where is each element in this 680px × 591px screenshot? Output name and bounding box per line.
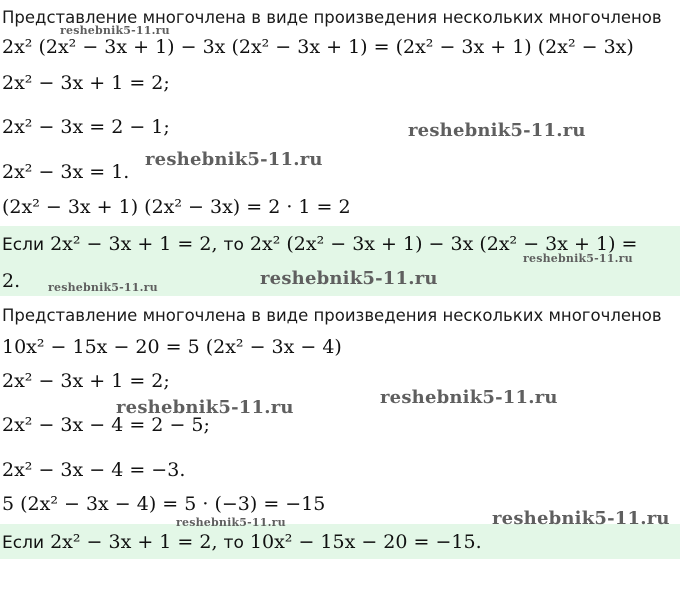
answer-prefix: Если [2, 235, 45, 255]
watermark: reshebnik5-11.ru [260, 268, 438, 289]
section-2-line-3: 2x² − 3x − 4 = 2 − 5; [2, 414, 210, 436]
section-2-line-5: 5 (2x² − 3x − 4) = 5 · (−3) = −15 [2, 493, 326, 515]
section-1-line-3: 2x² − 3x = 2 − 1; [2, 116, 170, 138]
watermark: reshebnik5-11.ru [48, 281, 158, 294]
watermark: reshebnik5-11.ru [60, 24, 170, 37]
answer-prefix: Если [2, 533, 45, 553]
section-1-line-5: (2x² − 3x + 1) (2x² − 3x) = 2 · 1 = 2 [2, 196, 351, 218]
answer-connector: то [223, 235, 244, 255]
answer-connector: то [223, 533, 244, 553]
section-1-line-4: 2x² − 3x = 1. [2, 161, 130, 183]
section-2-line-4: 2x² − 3x − 4 = −3. [2, 459, 186, 481]
watermark: reshebnik5-11.ru [523, 252, 633, 265]
section-2-line-2: 2x² − 3x + 1 = 2; [2, 370, 170, 392]
watermark: reshebnik5-11.ru [116, 397, 294, 418]
section-1-line-2: 2x² − 3x + 1 = 2; [2, 72, 170, 94]
section-1-line-1: 2x² (2x² − 3x + 1) − 3x (2x² − 3x + 1) = (2x² − 3x + 1) (2x² − 3x) [2, 36, 634, 58]
answer-condition: 2x² − 3x + 1 = 2, [50, 233, 218, 255]
watermark: reshebnik5-11.ru [176, 516, 286, 529]
answer-expression: 2x² (2x² − 3x + 1) − 3x (2x² − 3x + 1) = [249, 233, 638, 255]
watermark: reshebnik5-11.ru [145, 149, 323, 170]
watermark: reshebnik5-11.ru [492, 508, 670, 529]
section-2-heading: Представление многочлена в виде произведения нескольких многочленов [2, 306, 662, 325]
watermark: reshebnik5-11.ru [380, 387, 558, 408]
section-1-answer-result: 2. [2, 270, 21, 292]
watermark: reshebnik5-11.ru [408, 120, 586, 141]
answer-condition: 2x² − 3x + 1 = 2, [50, 531, 218, 553]
section-2-answer [2, 531, 482, 553]
section-1-heading: Представление многочлена в виде произведения нескольких многочленов [2, 8, 662, 27]
section-2-line-1: 10x² − 15x − 20 = 5 (2x² − 3x − 4) [2, 336, 342, 358]
answer-expression: 10x² − 15x − 20 = −15. [249, 531, 482, 553]
